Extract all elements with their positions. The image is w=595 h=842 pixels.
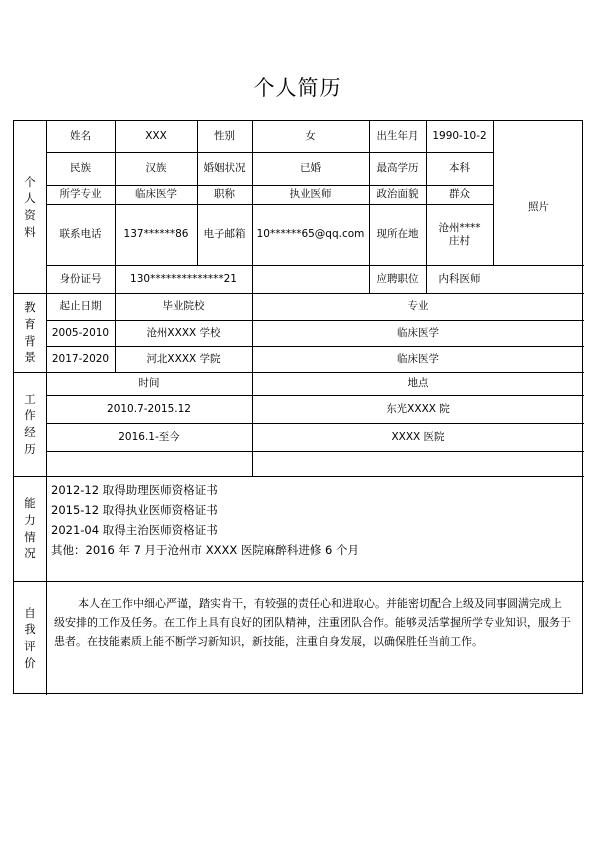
work-row-time: 2016.1-至今 xyxy=(118,430,180,443)
work-row-place xyxy=(252,451,584,476)
section-self-eval: 自我评价 xyxy=(24,605,36,670)
position-value: 内科医师 xyxy=(438,272,481,285)
section-education: 教育背景 xyxy=(24,300,36,365)
gender-value: 女 xyxy=(305,130,316,143)
edu-header-date: 起止日期 xyxy=(59,300,102,313)
ability-item: 2012-12 取得助理医师资格证书 xyxy=(51,483,218,497)
resume-table xyxy=(13,120,583,694)
major-label: 所学专业 xyxy=(59,188,102,201)
marital-label: 婚姻状况 xyxy=(203,162,246,175)
ethnicity-label: 民族 xyxy=(70,162,91,175)
work-row-time: 2010.7-2015.12 xyxy=(107,402,191,415)
edu-header-school: 毕业院校 xyxy=(162,300,205,313)
major-value: 临床医学 xyxy=(135,188,177,201)
gender-label: 性别 xyxy=(214,130,235,143)
edu-row-date: 2005-2010 xyxy=(51,326,110,339)
section-work: 工作经历 xyxy=(24,391,36,456)
name-label: 姓名 xyxy=(70,130,91,143)
work-header-time: 时间 xyxy=(138,377,160,390)
phone-label: 联系电话 xyxy=(59,228,102,241)
location-label: 现所在地 xyxy=(376,228,419,241)
political-label: 政治面貌 xyxy=(376,188,419,201)
edu-row-school: 沧州XXXX 学校 xyxy=(146,326,221,339)
abilities-list xyxy=(51,480,359,560)
marital-value: 已婚 xyxy=(300,162,321,175)
ability-item: 2015-12 取得执业医师资格证书 xyxy=(51,503,218,517)
ability-item: 其他：2016 年 7 月于沧州市 XXXX 医院麻醉科进修 6 个月 xyxy=(51,543,359,557)
work-row-time xyxy=(46,451,252,476)
edu-header-major: 专业 xyxy=(407,300,429,313)
edu-row-major: 临床医学 xyxy=(397,352,439,365)
work-row-place: XXXX 医院 xyxy=(391,430,445,443)
self-evaluation-text: 本人在工作中细心严谨，踏实肯干，有较强的责任心和进取心。并能密切配合上级及同事圆满完成上级安排的工作及任务。在工作上具有良好的团队精神，注重团队合作。能够灵活掌握所学专业知识，服务于患者。在技能素质上能不断学习新知识，新技能，注重自身发展，以确保胜任当前工作。 xyxy=(54,597,571,648)
degree-label: 最高学历 xyxy=(376,162,419,175)
ethnicity-value: 汉族 xyxy=(145,162,167,175)
degree-value: 本科 xyxy=(449,162,470,175)
phone-value: 137******86 xyxy=(123,228,189,241)
section-abilities: 能力情况 xyxy=(24,496,36,561)
edu-row-major: 临床医学 xyxy=(397,326,439,339)
political-value: 群众 xyxy=(449,188,470,201)
section-personal: 个人资料 xyxy=(24,174,36,239)
edu-row-school: 河北XXXX 学院 xyxy=(146,352,221,365)
location-cell xyxy=(426,204,493,265)
position-label: 应聘职位 xyxy=(376,272,419,285)
title-value: 执业医师 xyxy=(289,188,332,201)
page-title: 个人简历 xyxy=(253,76,342,100)
location-value: 沧州****庄村 xyxy=(438,221,481,247)
edu-row-date: 2017-2020 xyxy=(51,352,110,365)
photo-placeholder: 照片 xyxy=(528,200,549,213)
email-value: 10******65@qq.com xyxy=(256,228,365,241)
work-row-place: 东光XXXX 院 xyxy=(386,402,450,415)
id-label: 身份证号 xyxy=(59,272,102,285)
birth-value: 1990-10-2 xyxy=(432,130,487,143)
birth-label: 出生年月 xyxy=(376,130,419,143)
name-value: XXX xyxy=(145,130,167,143)
id-value: 130**************21 xyxy=(130,272,237,285)
ability-item: 2021-04 取得主治医师资格证书 xyxy=(51,523,218,537)
email-label: 电子邮箱 xyxy=(203,228,246,241)
title-label: 职称 xyxy=(214,188,235,201)
work-header-place: 地点 xyxy=(407,377,429,390)
